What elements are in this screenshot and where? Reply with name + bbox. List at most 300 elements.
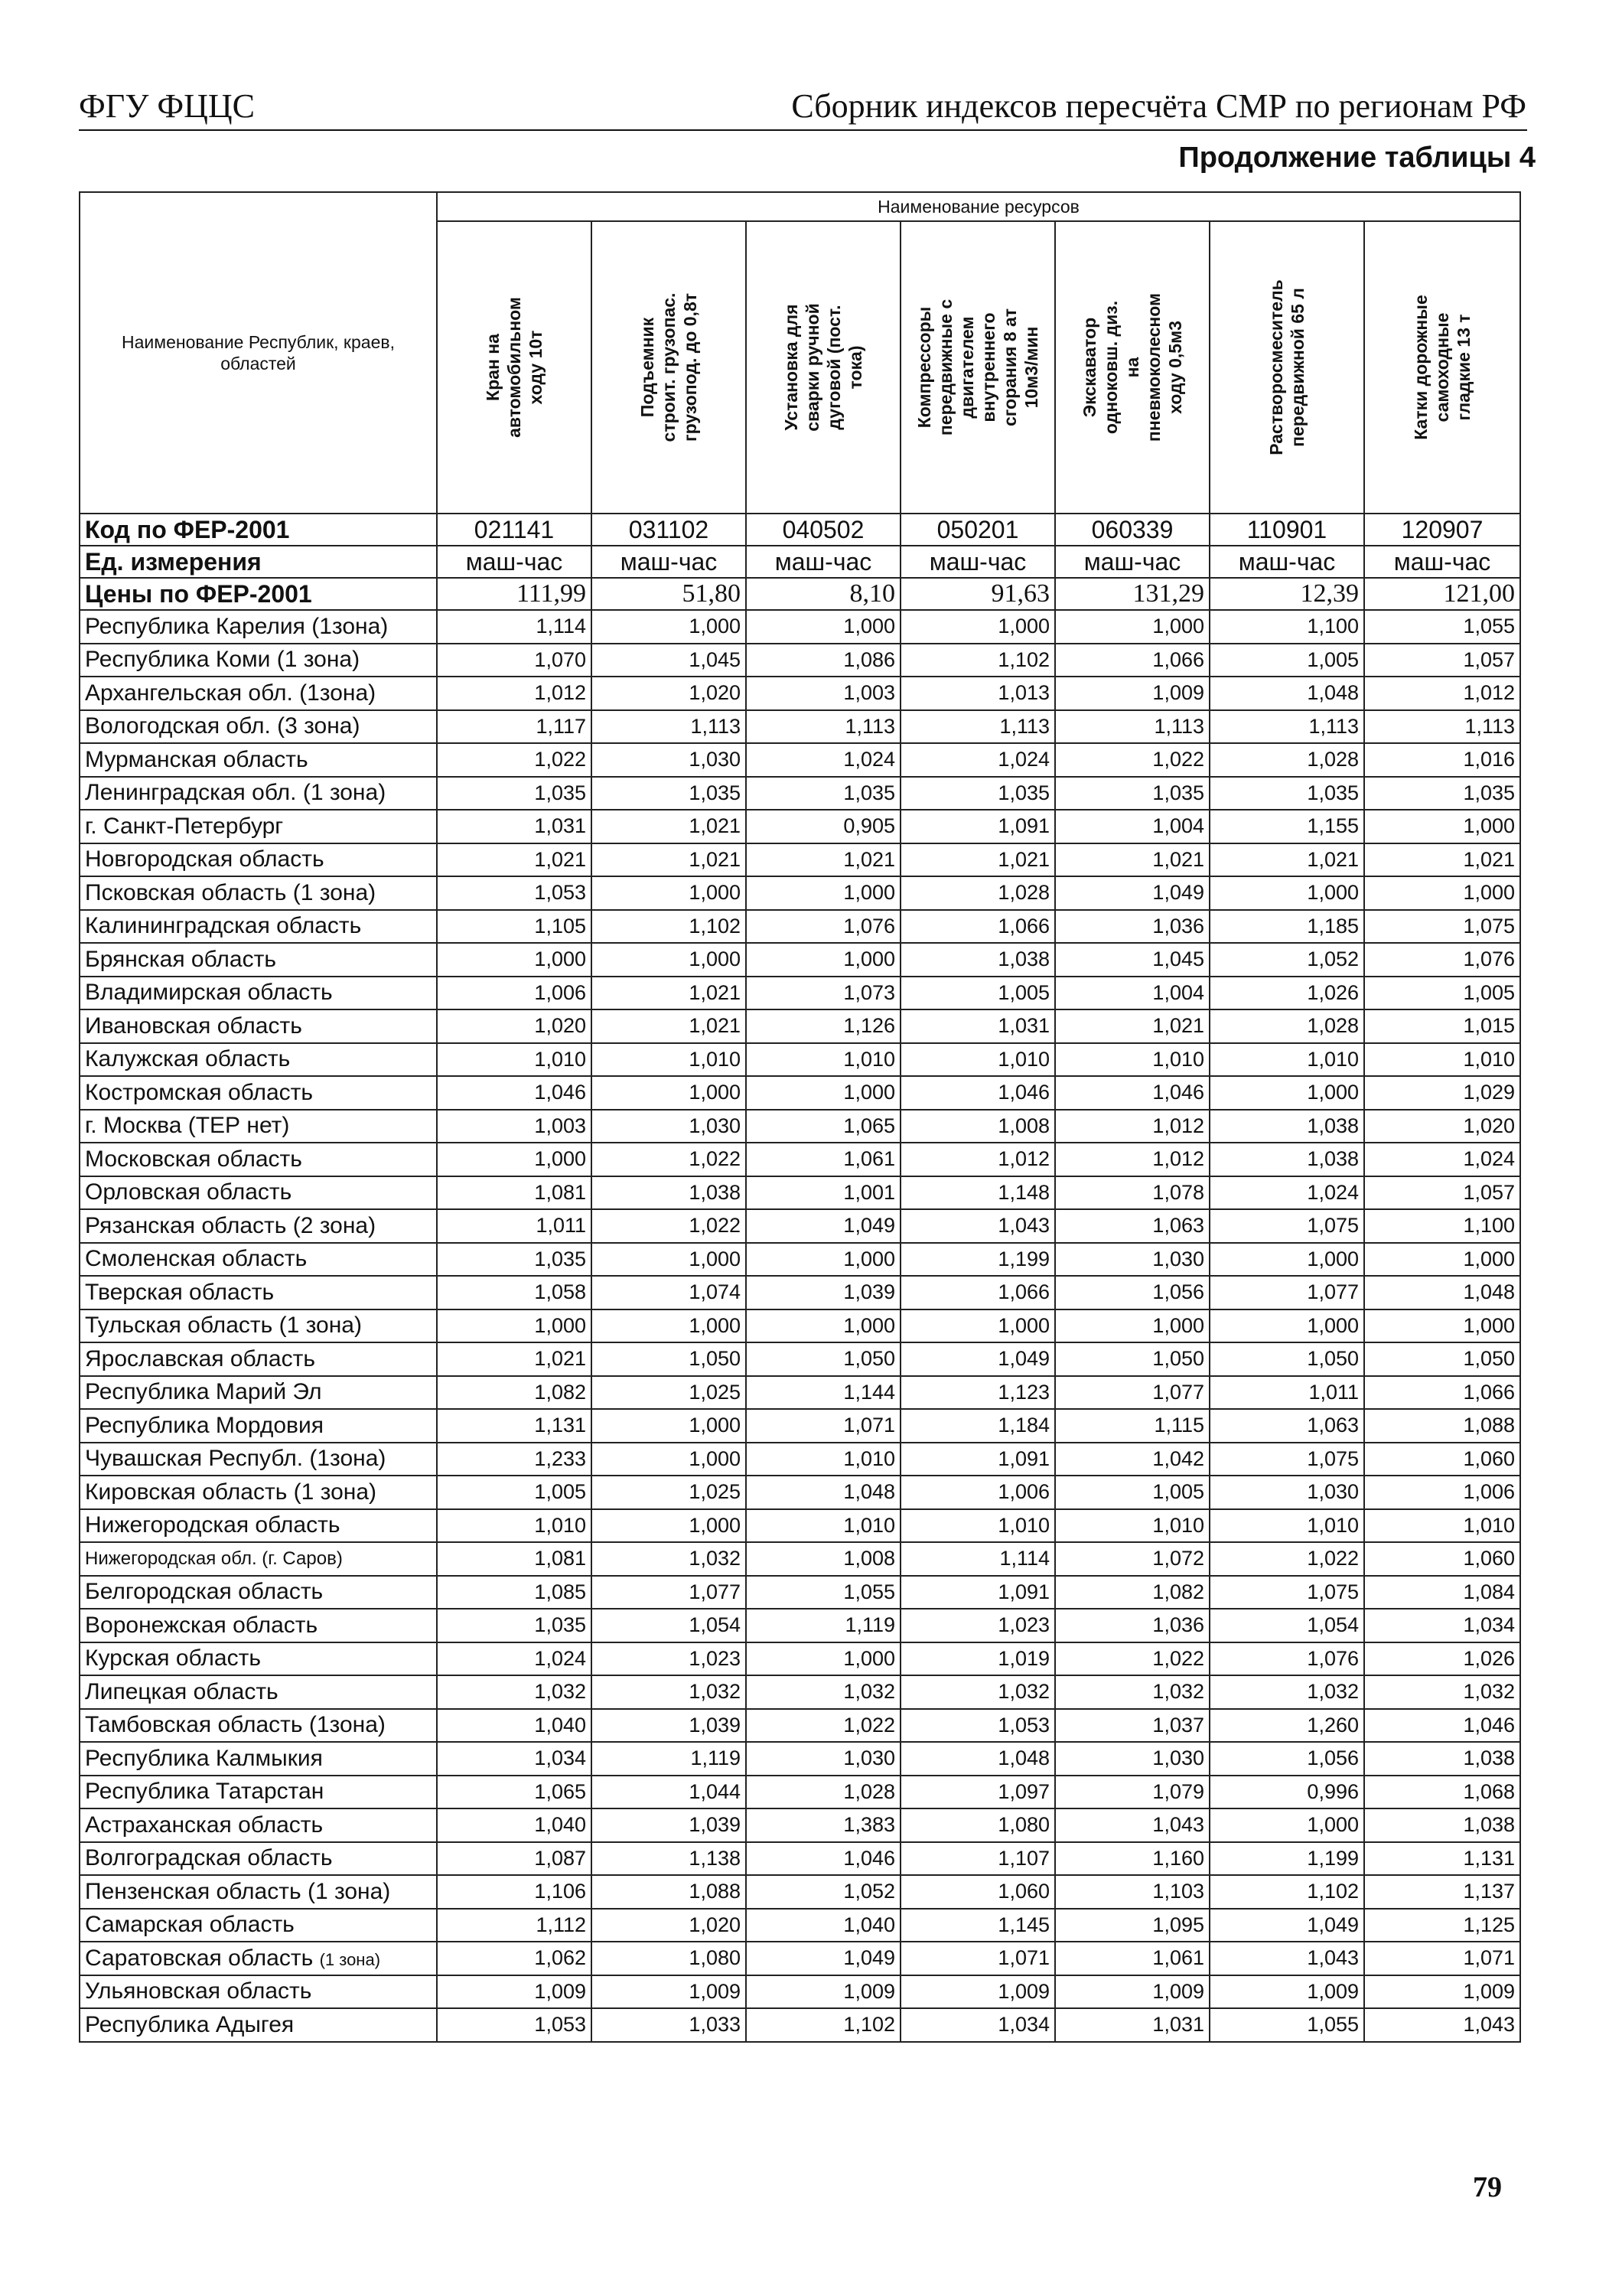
index-value-cell: 1,021: [437, 843, 591, 877]
index-value-cell: 1,012: [1055, 1143, 1210, 1176]
index-value-cell: 1,082: [1055, 1576, 1210, 1609]
index-value-cell: 1,021: [1364, 843, 1520, 877]
index-value-cell: 1,145: [901, 1909, 1055, 1942]
index-value-cell: 1,071: [746, 1409, 901, 1443]
index-value-cell: 1,056: [1210, 1742, 1364, 1776]
index-value-cell: 1,010: [437, 1043, 591, 1077]
index-value-cell: 1,021: [1055, 843, 1210, 877]
fer-code-cell: 120907: [1364, 514, 1520, 546]
table-continuation-title: Продолжение таблицы 4: [1178, 142, 1536, 174]
region-name: Калининградская область: [80, 910, 437, 944]
index-value-cell: 1,039: [591, 1808, 746, 1842]
region-name: Новгородская область: [80, 843, 437, 877]
index-value-cell: 1,010: [1364, 1043, 1520, 1077]
region-name: Владимирская область: [80, 977, 437, 1010]
table-row: [80, 1942, 1520, 1975]
resource-column-header: Экскаватор одноковш. диз. на пневмоколесном ходу 0,5м3: [1055, 221, 1210, 514]
index-value-cell: 1,075: [1210, 1443, 1364, 1476]
header-collection-title: Сборник индексов пересчёта СМР по регионам РФ: [791, 87, 1526, 125]
index-value-cell: 1,000: [1055, 1309, 1210, 1343]
index-value-cell: 1,115: [1055, 1409, 1210, 1443]
index-value-cell: 1,065: [437, 1776, 591, 1809]
index-value-cell: 1,022: [1055, 743, 1210, 777]
index-value-cell: 1,081: [437, 1542, 591, 1576]
table-row: [80, 1009, 1520, 1043]
index-value-cell: 1,005: [437, 1476, 591, 1509]
index-value-cell: 1,077: [1210, 1276, 1364, 1309]
index-value-cell: 1,026: [1364, 1642, 1520, 1676]
index-value-cell: 1,080: [591, 1942, 746, 1975]
region-name: Смоленская область: [80, 1243, 437, 1277]
index-value-cell: 1,006: [901, 1476, 1055, 1509]
index-value-cell: 1,000: [591, 1409, 746, 1443]
index-value-cell: 1,035: [1210, 777, 1364, 810]
index-value-cell: 1,060: [1364, 1443, 1520, 1476]
index-value-cell: 1,013: [901, 677, 1055, 710]
index-value-cell: 1,000: [591, 1076, 746, 1110]
index-value-cell: 1,006: [437, 977, 591, 1010]
table-row: [80, 1076, 1520, 1110]
index-value-cell: 1,020: [591, 1909, 746, 1942]
index-value-cell: 1,071: [901, 1942, 1055, 1975]
index-value-cell: 1,043: [1055, 1808, 1210, 1842]
region-name: Липецкая область: [80, 1675, 437, 1709]
fer-code-cell: 031102: [591, 514, 746, 546]
index-value-cell: 1,102: [901, 644, 1055, 677]
index-value-cell: 1,043: [901, 1209, 1055, 1243]
index-value-cell: 1,046: [901, 1076, 1055, 1110]
index-value-cell: 1,065: [746, 1110, 901, 1143]
unit-cell: маш-час: [746, 546, 901, 578]
region-name: Саратовская область (1 зона): [80, 1942, 437, 1975]
region-name: Тамбовская область (1зона): [80, 1709, 437, 1743]
region-name: Республика Калмыкия: [80, 1742, 437, 1776]
index-value-cell: 1,137: [1364, 1875, 1520, 1909]
index-value-cell: 1,045: [1055, 943, 1210, 977]
index-value-cell: 1,000: [591, 943, 746, 977]
table-row: [80, 1842, 1520, 1876]
index-value-cell: 1,003: [437, 1110, 591, 1143]
unit-label: Ед. измерения: [80, 546, 437, 578]
index-value-cell: 1,050: [1364, 1342, 1520, 1376]
index-value-cell: 1,117: [437, 710, 591, 744]
region-name: Ленинградская обл. (1 зона): [80, 777, 437, 810]
index-value-cell: 1,024: [1364, 1143, 1520, 1176]
header-rule: [79, 129, 1527, 131]
table-row: [80, 2008, 1520, 2042]
price-cell: 121,00: [1364, 578, 1520, 610]
index-value-cell: 1,000: [1364, 1309, 1520, 1343]
index-value-cell: 1,031: [437, 810, 591, 843]
index-value-cell: 1,046: [1364, 1709, 1520, 1743]
index-value-cell: 1,000: [746, 943, 901, 977]
index-value-cell: 1,028: [1210, 743, 1364, 777]
index-value-cell: 1,039: [746, 1276, 901, 1309]
index-value-cell: 1,032: [591, 1675, 746, 1709]
index-value-cell: 1,062: [437, 1942, 591, 1975]
index-value-cell: 1,035: [1055, 777, 1210, 810]
index-value-cell: 1,022: [1210, 1542, 1364, 1576]
index-value-cell: 1,029: [1364, 1076, 1520, 1110]
table-row: [80, 1043, 1520, 1077]
index-value-cell: 1,001: [746, 1176, 901, 1210]
index-value-cell: 1,088: [1364, 1409, 1520, 1443]
index-value-cell: 1,066: [1364, 1376, 1520, 1410]
index-value-cell: 1,000: [437, 1143, 591, 1176]
index-value-cell: 1,010: [1055, 1043, 1210, 1077]
index-value-cell: 1,053: [437, 2008, 591, 2042]
index-value-cell: 1,021: [591, 1009, 746, 1043]
index-value-cell: 1,055: [1210, 2008, 1364, 2042]
region-name: Волгоградская область: [80, 1842, 437, 1876]
index-value-cell: 1,010: [901, 1509, 1055, 1543]
index-value-cell: 1,061: [746, 1143, 901, 1176]
table-row: [80, 810, 1520, 843]
index-value-cell: 1,063: [1055, 1209, 1210, 1243]
region-name: Нижегородская область: [80, 1509, 437, 1543]
region-name: Нижегородская обл. (г. Саров): [80, 1542, 437, 1576]
index-value-cell: 1,060: [1364, 1542, 1520, 1576]
table-row: [80, 1276, 1520, 1309]
region-name: Орловская область: [80, 1176, 437, 1210]
index-value-cell: 1,009: [746, 1975, 901, 2009]
index-value-cell: 1,071: [1364, 1942, 1520, 1975]
index-value-cell: 1,012: [901, 1143, 1055, 1176]
unit-cell: маш-час: [1364, 546, 1520, 578]
region-name: г. Санкт-Петербург: [80, 810, 437, 843]
index-value-cell: 1,010: [437, 1509, 591, 1543]
index-value-cell: 1,000: [1210, 1243, 1364, 1277]
price-cell: 8,10: [746, 578, 901, 610]
index-value-cell: 1,009: [1055, 1975, 1210, 2009]
index-value-cell: 1,035: [901, 777, 1055, 810]
index-value-cell: 1,063: [1210, 1409, 1364, 1443]
index-value-cell: 1,030: [591, 1110, 746, 1143]
index-value-cell: 1,000: [1364, 810, 1520, 843]
fer-code-cell: 110901: [1210, 514, 1364, 546]
index-value-cell: 1,033: [591, 2008, 746, 2042]
index-value-cell: 1,126: [746, 1009, 901, 1043]
index-value-cell: 1,087: [437, 1842, 591, 1876]
unit-cell: маш-час: [1210, 546, 1364, 578]
table-row: [80, 1309, 1520, 1343]
index-value-cell: 1,053: [901, 1709, 1055, 1743]
index-value-cell: 1,091: [901, 1576, 1055, 1609]
index-value-cell: 1,113: [901, 710, 1055, 744]
index-value-cell: 1,073: [746, 977, 901, 1010]
index-value-cell: 1,046: [437, 1076, 591, 1110]
index-value-cell: 1,032: [1055, 1675, 1210, 1709]
index-value-cell: 1,009: [437, 1975, 591, 2009]
region-name: Брянская область: [80, 943, 437, 977]
region-name: Курская область: [80, 1642, 437, 1676]
table-row: [80, 777, 1520, 810]
table-row: [80, 1542, 1520, 1576]
table-row: [80, 1576, 1520, 1609]
index-value-cell: 1,035: [437, 1609, 591, 1642]
price-row: [80, 578, 1520, 610]
table-row: [80, 876, 1520, 910]
index-value-cell: 1,074: [591, 1276, 746, 1309]
index-value-cell: 1,260: [1210, 1709, 1364, 1743]
index-value-cell: 1,038: [901, 943, 1055, 977]
index-value-cell: 1,113: [591, 710, 746, 744]
table-row: [80, 1709, 1520, 1743]
table-row: [80, 1742, 1520, 1776]
price-label: Цены по ФЕР-2001: [80, 578, 437, 610]
index-value-cell: 1,091: [901, 810, 1055, 843]
index-value-cell: 1,000: [1210, 1808, 1364, 1842]
index-value-cell: 1,048: [901, 1742, 1055, 1776]
index-value-cell: 1,037: [1055, 1709, 1210, 1743]
index-value-cell: 1,023: [591, 1642, 746, 1676]
region-name: Воронежская область: [80, 1609, 437, 1642]
index-value-cell: 1,050: [746, 1342, 901, 1376]
region-name: Самарская область: [80, 1909, 437, 1942]
index-value-cell: 1,043: [1210, 1942, 1364, 1975]
table-row: [80, 1875, 1520, 1909]
index-value-cell: 1,049: [1210, 1909, 1364, 1942]
index-value-cell: 1,000: [437, 1309, 591, 1343]
index-value-cell: 1,066: [901, 910, 1055, 944]
index-value-cell: 1,000: [1364, 1243, 1520, 1277]
region-name: Ульяновская область: [80, 1975, 437, 2009]
index-value-cell: 1,049: [746, 1209, 901, 1243]
index-value-cell: 1,022: [591, 1209, 746, 1243]
index-value-cell: 1,036: [1055, 1609, 1210, 1642]
index-value-cell: 1,113: [1210, 710, 1364, 744]
index-value-cell: 1,085: [437, 1576, 591, 1609]
index-value-cell: 1,012: [1055, 1110, 1210, 1143]
index-value-cell: 1,045: [591, 644, 746, 677]
index-value-cell: 1,000: [591, 876, 746, 910]
index-value-cell: 1,075: [1364, 910, 1520, 944]
index-value-cell: 1,050: [1055, 1342, 1210, 1376]
index-value-cell: 1,035: [591, 777, 746, 810]
index-value-cell: 1,038: [1210, 1143, 1364, 1176]
index-value-cell: 1,038: [1364, 1808, 1520, 1842]
index-value-cell: 1,199: [1210, 1842, 1364, 1876]
index-value-cell: 1,077: [1055, 1376, 1210, 1410]
index-value-cell: 1,010: [746, 1443, 901, 1476]
index-value-cell: 1,144: [746, 1376, 901, 1410]
index-table: [79, 191, 1521, 2043]
index-value-cell: 1,006: [1364, 1476, 1520, 1509]
index-value-cell: 1,009: [901, 1975, 1055, 2009]
index-value-cell: 1,022: [746, 1709, 901, 1743]
index-value-cell: 1,021: [1210, 843, 1364, 877]
index-value-cell: 1,004: [1055, 810, 1210, 843]
table-row: [80, 1975, 1520, 2009]
index-value-cell: 1,095: [1055, 1909, 1210, 1942]
fer-code-cell: 021141: [437, 514, 591, 546]
resource-column-header: Катки дорожные самоходные гладкие 13 т: [1364, 221, 1520, 514]
table-row: [80, 943, 1520, 977]
index-value-cell: 1,160: [1055, 1842, 1210, 1876]
index-value-cell: 1,009: [591, 1975, 746, 2009]
index-value-cell: 1,076: [1364, 943, 1520, 977]
index-value-cell: 1,000: [1210, 1309, 1364, 1343]
index-value-cell: 1,084: [1364, 1576, 1520, 1609]
table-row: [80, 644, 1520, 677]
index-value-cell: 1,000: [1055, 610, 1210, 644]
region-name: Рязанская область (2 зона): [80, 1209, 437, 1243]
region-column-header: Наименование Республик, краев, областей: [80, 192, 437, 514]
region-name: Республика Адыгея: [80, 2008, 437, 2042]
index-value-cell: 1,048: [1210, 677, 1364, 710]
table-row: [80, 1376, 1520, 1410]
index-value-cell: 1,053: [437, 876, 591, 910]
index-value-cell: 1,148: [901, 1176, 1055, 1210]
table-row: [80, 1609, 1520, 1642]
index-value-cell: 0,996: [1210, 1776, 1364, 1809]
index-value-cell: 1,054: [591, 1609, 746, 1642]
index-value-cell: 1,097: [901, 1776, 1055, 1809]
index-value-cell: 1,102: [591, 910, 746, 944]
index-value-cell: 1,123: [901, 1376, 1055, 1410]
index-value-cell: 1,034: [901, 2008, 1055, 2042]
index-value-cell: 1,114: [437, 610, 591, 644]
table-row: [80, 1675, 1520, 1709]
index-value-cell: 1,155: [1210, 810, 1364, 843]
index-value-cell: 1,024: [437, 1642, 591, 1676]
table-row: [80, 743, 1520, 777]
index-value-cell: 1,035: [437, 1243, 591, 1277]
unit-row: [80, 546, 1520, 578]
index-value-cell: 1,024: [901, 743, 1055, 777]
index-value-cell: 1,042: [1055, 1443, 1210, 1476]
index-value-cell: 1,070: [437, 644, 591, 677]
region-name: Кировская область (1 зона): [80, 1476, 437, 1509]
page-number: 79: [1473, 2171, 1502, 2203]
index-value-cell: 1,043: [1364, 2008, 1520, 2042]
index-value-cell: 1,040: [746, 1909, 901, 1942]
table-row: [80, 977, 1520, 1010]
index-value-cell: 1,138: [591, 1842, 746, 1876]
unit-cell: маш-час: [591, 546, 746, 578]
table-body: [80, 514, 1520, 2042]
region-name: Ярославская область: [80, 1342, 437, 1376]
index-value-cell: 1,031: [901, 1009, 1055, 1043]
index-value-cell: 1,057: [1364, 644, 1520, 677]
index-value-cell: 1,066: [1055, 644, 1210, 677]
index-value-cell: 1,005: [1364, 977, 1520, 1010]
index-value-cell: 1,383: [746, 1808, 901, 1842]
index-value-cell: 1,000: [591, 1509, 746, 1543]
index-value-cell: 1,034: [1364, 1609, 1520, 1642]
index-value-cell: 1,000: [591, 1243, 746, 1277]
index-value-cell: 1,030: [1055, 1243, 1210, 1277]
index-value-cell: 1,233: [437, 1443, 591, 1476]
index-value-cell: 1,030: [1210, 1476, 1364, 1509]
table-row: [80, 677, 1520, 710]
index-value-cell: 1,061: [1055, 1942, 1210, 1975]
index-value-cell: 1,086: [746, 644, 901, 677]
index-value-cell: 1,021: [591, 977, 746, 1010]
index-value-cell: 1,052: [746, 1875, 901, 1909]
resource-column-header: Компрессоры передвижные с двигателем внутреннего сгорания 8 ат 10м3/мин: [901, 221, 1055, 514]
region-name: Пензенская область (1 зона): [80, 1875, 437, 1909]
region-name: Республика Мордовия: [80, 1409, 437, 1443]
index-value-cell: 1,000: [591, 610, 746, 644]
index-value-cell: 1,040: [437, 1709, 591, 1743]
index-value-cell: 1,010: [1364, 1509, 1520, 1543]
index-value-cell: 1,004: [1055, 977, 1210, 1010]
index-value-cell: 1,091: [901, 1443, 1055, 1476]
index-value-cell: 1,077: [591, 1576, 746, 1609]
index-value-cell: 1,088: [591, 1875, 746, 1909]
table-row: [80, 1209, 1520, 1243]
resource-column-header: Установка для сварки ручной дуговой (пост. тока): [746, 221, 901, 514]
index-value-cell: 1,000: [1364, 876, 1520, 910]
index-value-cell: 1,032: [1210, 1675, 1364, 1709]
index-value-cell: 1,056: [1055, 1276, 1210, 1309]
index-value-cell: 1,010: [901, 1043, 1055, 1077]
index-value-cell: 1,050: [1210, 1342, 1364, 1376]
index-value-cell: 1,025: [591, 1376, 746, 1410]
unit-cell: маш-час: [437, 546, 591, 578]
index-value-cell: 1,026: [1210, 977, 1364, 1010]
index-value-cell: 1,020: [591, 677, 746, 710]
index-value-cell: 1,009: [1210, 1975, 1364, 2009]
index-value-cell: 1,009: [1364, 1975, 1520, 2009]
resource-column-header: Растворосмеситель передвижной 65 л: [1210, 221, 1364, 514]
index-value-cell: 1,185: [1210, 910, 1364, 944]
resource-column-header: Подъемник строит. грузопас. грузопод. до 0,8т: [591, 221, 746, 514]
table-row: [80, 1409, 1520, 1443]
index-value-cell: 1,010: [746, 1043, 901, 1077]
index-value-cell: 1,044: [591, 1776, 746, 1809]
index-value-cell: 1,003: [746, 677, 901, 710]
index-value-cell: 1,000: [901, 610, 1055, 644]
index-value-cell: 1,113: [746, 710, 901, 744]
region-name: Республика Коми (1 зона): [80, 644, 437, 677]
index-value-cell: 1,055: [1364, 610, 1520, 644]
index-value-cell: 1,032: [437, 1675, 591, 1709]
index-value-cell: 1,049: [901, 1342, 1055, 1376]
index-value-cell: 1,005: [1210, 644, 1364, 677]
index-value-cell: 1,010: [746, 1509, 901, 1543]
index-value-cell: 1,113: [1055, 710, 1210, 744]
index-value-cell: 1,100: [1210, 610, 1364, 644]
index-value-cell: 1,068: [1364, 1776, 1520, 1809]
index-value-cell: 1,131: [437, 1409, 591, 1443]
region-name: Костромская область: [80, 1076, 437, 1110]
index-value-cell: 1,055: [746, 1576, 901, 1609]
region-name: Тверская область: [80, 1276, 437, 1309]
price-cell: 131,29: [1055, 578, 1210, 610]
index-value-cell: 1,119: [591, 1742, 746, 1776]
index-value-cell: 1,020: [437, 1009, 591, 1043]
table-row: [80, 1642, 1520, 1676]
table-row: [80, 1243, 1520, 1277]
index-value-cell: 1,078: [1055, 1176, 1210, 1210]
fer-code-cell: 050201: [901, 514, 1055, 546]
index-value-cell: 1,021: [901, 843, 1055, 877]
index-value-cell: 1,113: [1364, 710, 1520, 744]
index-value-cell: 1,000: [1210, 876, 1364, 910]
index-value-cell: 1,034: [437, 1742, 591, 1776]
index-value-cell: 1,000: [746, 1309, 901, 1343]
index-value-cell: 1,103: [1055, 1875, 1210, 1909]
index-value-cell: 1,025: [591, 1476, 746, 1509]
index-value-cell: 1,080: [901, 1808, 1055, 1842]
index-value-cell: 1,010: [1210, 1043, 1364, 1077]
region-name: Астраханская область: [80, 1808, 437, 1842]
unit-cell: маш-час: [1055, 546, 1210, 578]
index-value-cell: 1,023: [901, 1609, 1055, 1642]
index-value-cell: 1,046: [746, 1842, 901, 1876]
